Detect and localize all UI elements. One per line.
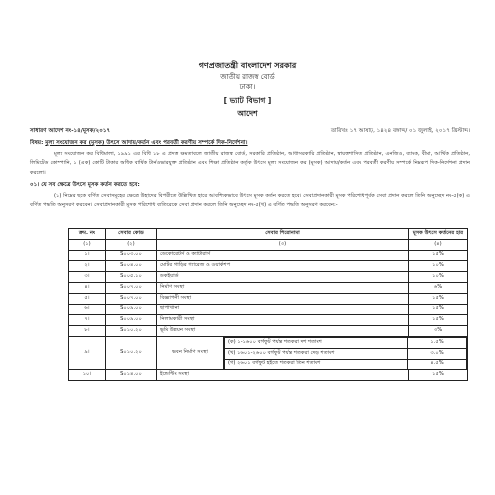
row-code: S০১০.২০ bbox=[106, 326, 157, 337]
row-code: S০০৭.০০ bbox=[106, 282, 157, 293]
part-rate: ৪.৫% bbox=[408, 359, 467, 369]
table-row bbox=[69, 370, 468, 381]
row-code: S০০৩.০০ bbox=[106, 250, 157, 261]
service-rate-table bbox=[68, 228, 468, 381]
table-row bbox=[69, 326, 468, 337]
row-serial: ৫। bbox=[69, 293, 106, 304]
subject-text: মূল্য সংযোজন কর (মূসক) উৎসে আদায়/কর্তন এবং পরবর্তী করণীয় সম্পর্কে দিক-নির্দেশনা। bbox=[45, 140, 248, 146]
row-rate: ১৫% bbox=[409, 293, 468, 304]
row-serial: ৭। bbox=[69, 315, 106, 326]
table-row bbox=[69, 304, 468, 315]
row-rate: ১৫% bbox=[409, 250, 468, 261]
row-rate: ৩% bbox=[409, 326, 468, 337]
part-text: (গ) ২৬০১ বর্গফুট হইতে শতকরা তিন শতাংশ bbox=[225, 359, 408, 369]
table-number-row bbox=[69, 239, 468, 250]
row-service: নিলামকারী সংস্থা bbox=[157, 315, 409, 326]
row-code: S০০৯.০০ bbox=[106, 304, 157, 315]
section-heading: ০১। যে সব ক্ষেত্রে উৎসে মূসক কর্তন করতে হবে: bbox=[30, 182, 140, 188]
header-code: সেবার কোড bbox=[106, 229, 157, 240]
table-row bbox=[69, 282, 468, 293]
row-code: S০০৭.০০ bbox=[106, 293, 157, 304]
building-subtable bbox=[224, 337, 467, 369]
building-part bbox=[225, 348, 467, 359]
row-code: S০০৯.০০ bbox=[106, 315, 157, 326]
row-code: S০১০.২০ bbox=[106, 336, 157, 369]
header-service: সেবার শিরোনামা bbox=[157, 229, 409, 240]
building-part bbox=[225, 337, 467, 348]
row-serial: ১০। bbox=[69, 370, 106, 381]
row-rate: ১৫% bbox=[409, 370, 468, 381]
order-title: আদেশ bbox=[237, 109, 258, 118]
row-serial: ১। bbox=[69, 250, 106, 261]
col-number: (৩) bbox=[157, 239, 409, 250]
header-serial: ক্রম. নং bbox=[69, 229, 106, 240]
row-service: ডেকোরেটর্স ও ক্যাটারার্স bbox=[157, 250, 409, 261]
building-part bbox=[225, 359, 467, 369]
row-serial: ৮। bbox=[69, 326, 106, 337]
order-date: তারিখঃ ১৭ আষাঢ়, ১৪২৪ বঙ্গাব্দ/ ০১ জুলাই, ২০১৭ খ্রিস্টাব্দ। bbox=[330, 128, 470, 134]
row-service: ইন্ডেন্টিং সংস্থা bbox=[157, 370, 409, 381]
header-rate: মূসক উৎসে কর্তনের হার bbox=[409, 229, 468, 240]
city-name: ঢাকা। bbox=[239, 83, 256, 91]
col-number: (১) bbox=[69, 239, 106, 250]
government-title: গণপ্রজাতন্ত্রী বাংলাদেশ সরকার bbox=[198, 61, 297, 70]
part-text: (খ) ১৬০১-২৬০০ বর্গফুট পর্যন্ত শতকরা দেড় শতাংশ bbox=[225, 348, 408, 359]
row-rate: ১৫% bbox=[409, 315, 468, 326]
row-serial: ৪। bbox=[69, 282, 106, 293]
row-rate: ৬% bbox=[409, 282, 468, 293]
row-service: ভূমি উন্নয়ন সংস্থা bbox=[157, 326, 409, 337]
table-row bbox=[69, 250, 468, 261]
order-number: সাধারণ আদেশ নং-১৪/মূসক/২০১৭ bbox=[30, 128, 111, 134]
row-service: ছাপাখানা bbox=[157, 304, 409, 315]
row-service: ভবন নির্মাণ সংস্থা bbox=[157, 336, 224, 369]
subject-line bbox=[30, 139, 470, 148]
row-service: নির্মাণ সংস্থা bbox=[157, 282, 409, 293]
part-rate: ১.৫% bbox=[408, 337, 467, 348]
wing-name: [ ভ্যাট বিভাগ ] bbox=[223, 96, 272, 105]
row-code: S০০৪.০০ bbox=[106, 261, 157, 272]
section-paragraph: (১) নিম্নের ছকে বর্ণিত সেবাসমূহের ক্ষেত্রে উহাদের বিপরীতে উল্লিখিত হারে আবশ্যিকভাবে উৎসে মূসক কর্তন করতে হবে। সেবাপ্রদানকারী মূসক পরিশোধপূর্বক সেবা প্রদান করলে তিনি অনুচ্ছেদ নং-৫(ক) এ বর্ণিত পদ্ধতি অনুসরণ করবেন। সেবাপ্রদানকারী মূসক পরিশোধ ব্যতিরেকে সেবা প্রদান করলে তিনি অনুচ্ছেদ নং-৫(খ) এ বর্ণিত পদ্ধতি অনুসরণ করবেন:- bbox=[30, 193, 470, 208]
table-row bbox=[69, 293, 468, 304]
row-rate: ১০% bbox=[409, 272, 468, 283]
part-rate: ৩.০% bbox=[408, 348, 467, 359]
row-service: ডকইয়ার্ড bbox=[157, 272, 409, 283]
row-rate: ১৫% bbox=[409, 304, 468, 315]
row-service: বিজ্ঞাপনী সংস্থা bbox=[157, 293, 409, 304]
row-serial: ৩। bbox=[69, 272, 106, 283]
row-rate: ১০% bbox=[409, 261, 468, 272]
table-row-building bbox=[69, 336, 468, 369]
reference-line bbox=[30, 127, 470, 136]
row-code: S০১৪.০০ bbox=[106, 370, 157, 381]
row-serial: ২। bbox=[69, 261, 106, 272]
row-serial: ৯। bbox=[69, 336, 106, 369]
row-serial: ৬। bbox=[69, 304, 106, 315]
col-number: (২) bbox=[106, 239, 157, 250]
row-code: S০০৫.১০ bbox=[106, 272, 157, 283]
table-row bbox=[69, 261, 468, 272]
table-row bbox=[69, 272, 468, 283]
row-service: মোটর গাড়ির গ্যারেজ ও ওয়ার্কশপ bbox=[157, 261, 409, 272]
col-number: (৪) bbox=[409, 239, 468, 250]
board-name: জাতীয় রাজস্ব বোর্ড bbox=[220, 73, 275, 81]
part-text: (ক) ১-১৬০০ বর্গফুট পর্যন্ত শতকরা দশ শতাংশ bbox=[225, 337, 408, 348]
subject-prefix: বিষয়: bbox=[30, 140, 44, 146]
body-paragraph: মূল্য সংযোজন কর বিধিমালা, ১৯৯১ এর বিধি ১৮ এ প্রদত্ত ক্ষমতাবলে জাতীয় রাজস্ব বোর্ড, সরকারি প্রতিষ্ঠান, আধাসরকারি প্রতিষ্ঠান, স্বায়ত্তশাসিত প্রতিষ্ঠান, এনজিও, ব্যাংক, বীমা, আর্থিক প্রতিষ্ঠান, লিমিটেড কোম্পানি, ১ (এক) কোটি টাকার অধিক বার্ষিক টার্নওভারযুক্ত প্রতিষ্ঠান এবং শিক্ষা প্রতিষ্ঠান কর্তৃক উৎসে মূল্য সংযোজন কর (মূসক) আদায়/কর্তন এবং পরবর্তী করণীয় সম্পর্কে নিম্নরূপ দিক-নির্দেশনা প্রদান করলো। bbox=[30, 151, 470, 176]
table-row bbox=[69, 315, 468, 326]
table-header-row bbox=[69, 229, 468, 240]
